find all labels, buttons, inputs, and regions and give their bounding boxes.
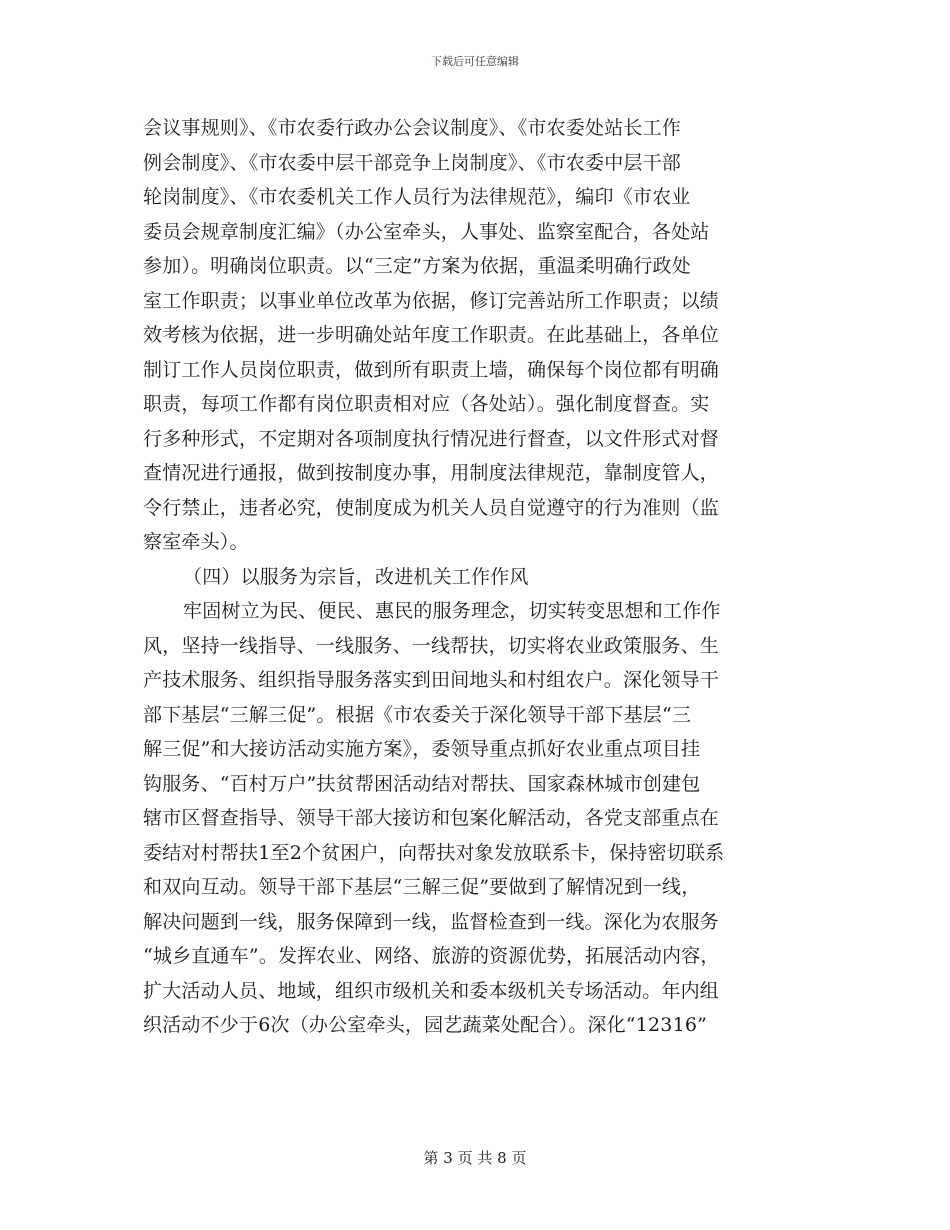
body-line: 扩大活动人员、地域，组织市级机关和委本级机关专场活动。年内组 xyxy=(143,979,720,1002)
body-line: 会议事规则》、《市农委行政办公会议制度》、《市农委处站长工作 xyxy=(143,117,682,139)
body-line: 解决问题到一线，服务保障到一线，监督检查到一线。深化为农服务 xyxy=(143,910,720,933)
body-line: 织活动不少于6次（办公室牵头，园艺蔬菜处配合）。深化“12316” xyxy=(143,1014,708,1036)
body-line: 例会制度》、《市农委中层干部竞争上岗制度》、《市农委中层干部 xyxy=(143,151,682,174)
body-line: 行多种形式，不定期对各项制度执行情况进行督查，以文件形式对督 xyxy=(143,427,720,450)
body-line: 查情况进行通报，做到按制度办事，用制度法律规范，靠制度管人， xyxy=(143,462,720,484)
page-number: 第 3 页 共 8 页 xyxy=(423,1149,527,1167)
paragraph-first-line: 牢固树立为民、便民、惠民的服务理念，切实转变思想和工作作 xyxy=(183,600,721,622)
body-line: 令行禁止，违者必究，使制度成为机关人员自觉遵守的行为准则（监 xyxy=(143,496,720,519)
body-line: 轮岗制度》、《市农委机关工作人员行为法律规范》，编印《市农业 xyxy=(143,186,691,208)
document-body xyxy=(143,111,808,1043)
body-line: 解三促”和大接访活动实施方案》，委领导重点抓好农业重点项目挂 xyxy=(143,738,701,760)
body-line: 职责，每项工作都有岗位职责相对应（各处站）。强化制度督查。实 xyxy=(143,393,710,415)
page-header-note: 下载后可任意编辑 xyxy=(431,55,519,68)
body-line: “城乡直通车”。发挥农业、网络、旅游的资源优势，拓展活动内容， xyxy=(143,945,720,967)
body-line: 察室牵头）。 xyxy=(143,531,249,553)
body-line: 产技术服务、组织指导服务落实到田间地头和村组农户。深化领导干 xyxy=(143,669,720,691)
body-line: 钩服务、“百村万户”扶贫帮困活动结对帮扶、国家森林城市创建包 xyxy=(143,772,701,795)
body-line: 参加）。明确岗位职责。以“三定”方案为依据，重温柔明确行政处 xyxy=(143,255,691,277)
body-line: 部下基层“三解三促”。根据《市农委关于深化领导干部下基层“三 xyxy=(143,703,692,726)
body-line: 风，坚持一线指导、一线服务、一线帮扶，切实将农业政策服务、生 xyxy=(143,634,720,657)
body-line: 和双向互动。领导干部下基层“三解三促”要做到了解情况到一线， xyxy=(143,876,701,898)
body-line: 制订工作人员岗位职责，做到所有职责上墙，确保每个岗位都有明确 xyxy=(143,358,720,381)
body-line: 室工作职责；以事业单位改革为依据，修订完善站所工作职责；以绩 xyxy=(143,289,720,312)
body-line: 辖市区督查指导、领导干部大接访和包案化解活动，各党支部重点在 xyxy=(143,807,720,829)
body-line: 委员会规章制度汇编》（办公室牵头，人事处、监察室配合，各处站 xyxy=(143,220,710,243)
body-line: 委结对村帮扶1至2个贫困户，向帮扶对象发放联系卡，保持密切联系 xyxy=(143,841,725,864)
body-line: 效考核为依据，进一步明确处站年度工作职责。在此基础上，各单位 xyxy=(143,324,720,346)
section-heading: （四）以服务为宗旨，改进机关工作作风 xyxy=(183,565,529,588)
